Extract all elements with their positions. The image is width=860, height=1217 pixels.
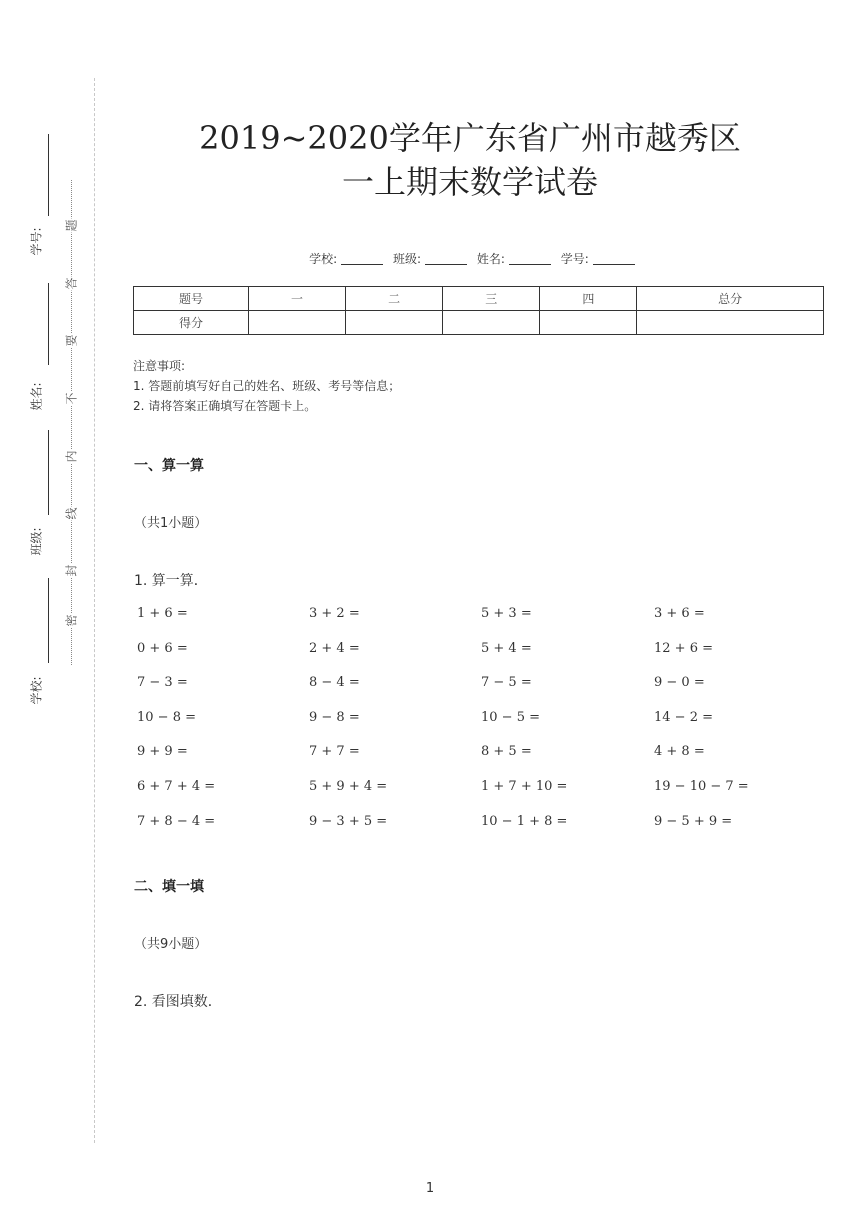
notes <box>133 356 400 416</box>
equation: 9 − 8 = <box>309 709 360 725</box>
equation: 8 + 5 = <box>481 744 532 760</box>
equation: 9 + 9 = <box>137 744 188 760</box>
table-cell: 一 <box>249 287 346 311</box>
info-student-no-blank[interactable] <box>593 264 635 265</box>
exam-title-line2: 一上期末数学试卷 <box>341 163 598 201</box>
table-cell: 题号 <box>134 287 249 311</box>
section-2-title: 二、填一填 <box>134 879 204 895</box>
info-name-blank[interactable] <box>509 264 551 265</box>
equation: 14 − 2 = <box>654 709 713 725</box>
section-1-title: 一、算一算 <box>134 458 204 474</box>
info-school-label: 学校: <box>309 252 338 266</box>
score-table-header-row <box>134 287 824 311</box>
seal-dotted-line <box>71 180 72 665</box>
class-line <box>48 430 49 515</box>
seal-char: 密 <box>64 614 79 627</box>
section-2-count: （共9小题） <box>134 937 208 952</box>
student-no-line <box>48 134 49 216</box>
equation: 9 − 0 = <box>654 675 705 691</box>
seal-char: 内 <box>64 450 79 463</box>
equation: 12 + 6 = <box>654 640 713 656</box>
info-class-blank[interactable] <box>425 264 467 265</box>
seal-char: 封 <box>64 564 79 577</box>
question-1: 1. 算一算． <box>134 573 208 589</box>
name-line <box>48 283 49 365</box>
seal-char: 答 <box>64 277 79 290</box>
equation: 19 − 10 − 7 = <box>654 779 749 794</box>
school-line <box>48 578 49 663</box>
equation: 2 + 4 = <box>309 640 360 656</box>
info-school-blank[interactable] <box>341 264 383 265</box>
binding-dashed-line <box>94 78 95 1143</box>
score-cell[interactable] <box>637 311 824 335</box>
name-label: 姓名: <box>29 382 44 411</box>
seal-char: 题 <box>64 219 79 232</box>
class-label: 班级: <box>29 527 44 556</box>
equation: 1 + 7 + 10 = <box>481 779 568 794</box>
score-cell[interactable] <box>443 311 540 335</box>
score-cell[interactable] <box>346 311 443 335</box>
equation: 7 + 7 = <box>309 744 360 760</box>
table-cell: 总分 <box>637 287 824 311</box>
equation: 7 − 3 = <box>137 675 188 691</box>
student-no-label: 学号: <box>29 227 44 256</box>
table-cell: 得分 <box>134 311 249 335</box>
score-cell[interactable] <box>249 311 346 335</box>
info-student-no-label: 学号: <box>560 252 589 266</box>
equation: 7 − 5 = <box>481 675 532 691</box>
table-cell: 三 <box>443 287 540 311</box>
notes-item: 2. 请将答案正确填写在答题卡上。 <box>133 399 317 413</box>
equation: 10 − 5 = <box>481 709 540 725</box>
equation: 10 − 8 = <box>137 709 196 725</box>
equation: 5 + 3 = <box>481 606 532 621</box>
equation: 5 + 9 + 4 = <box>309 779 388 794</box>
equation: 4 + 8 = <box>654 744 705 760</box>
page-number: 1 <box>425 1181 435 1196</box>
question-2: 2. 看图填数． <box>134 994 222 1010</box>
exam-title-line1: 2019~2020学年广东省广州市越秀区 <box>199 119 741 157</box>
equation: 9 − 3 + 5 = <box>309 813 388 829</box>
equation: 0 + 6 = <box>137 640 188 656</box>
score-table <box>133 286 824 335</box>
notes-heading: 注意事项: <box>133 359 186 373</box>
equation: 3 + 6 = <box>654 606 705 621</box>
equation: 3 + 2 = <box>309 606 360 621</box>
info-name-label: 姓名: <box>476 252 505 266</box>
info-class-label: 班级: <box>393 252 422 266</box>
equation: 8 − 4 = <box>309 675 360 691</box>
exam-title <box>130 116 810 204</box>
equation: 10 − 1 + 8 = <box>481 813 568 829</box>
notes-item: 1. 答题前填写好自己的姓名、班级、考号等信息； <box>133 379 401 393</box>
equation: 9 − 5 + 9 = <box>654 813 733 829</box>
student-info-line <box>130 250 820 267</box>
score-table-score-row <box>134 311 824 335</box>
score-cell[interactable] <box>540 311 637 335</box>
table-cell: 二 <box>346 287 443 311</box>
equation: 1 + 6 = <box>137 606 188 621</box>
section-1-count: （共1小题） <box>134 516 208 531</box>
equation: 7 + 8 − 4 = <box>137 813 216 829</box>
table-cell: 四 <box>540 287 637 311</box>
school-label: 学校: <box>29 676 44 705</box>
seal-char: 要 <box>64 334 79 347</box>
equation: 5 + 4 = <box>481 640 532 656</box>
seal-char: 线 <box>64 507 79 520</box>
seal-char: 不 <box>64 392 79 405</box>
equation: 6 + 7 + 4 = <box>137 779 216 794</box>
